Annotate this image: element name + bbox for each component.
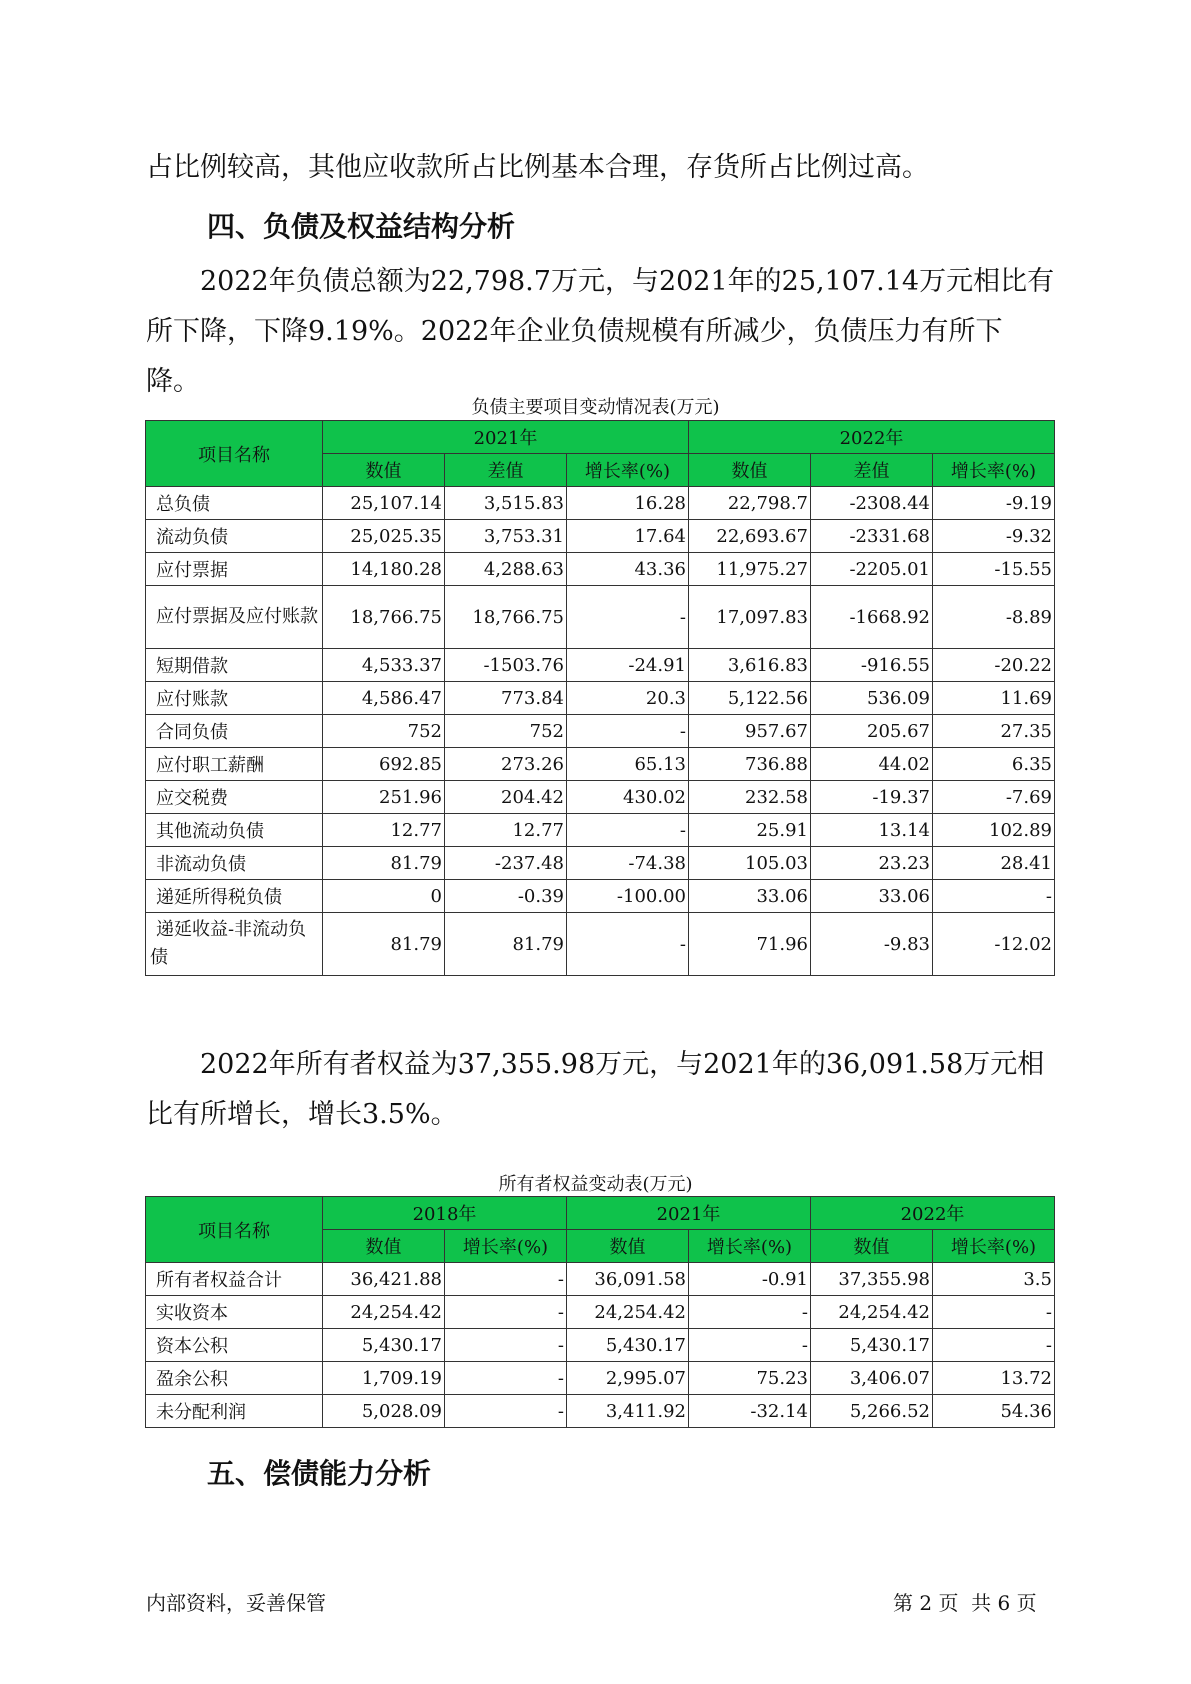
- table-row: [146, 649, 1055, 682]
- table-cell: 3,753.31: [445, 520, 567, 553]
- table-cell: 27.35: [933, 715, 1055, 748]
- table-cell: 773.84: [445, 682, 567, 715]
- table-cell: 81.79: [323, 847, 445, 880]
- table-subheader: 增长率(%): [445, 1230, 567, 1263]
- table-cell: 4,586.47: [323, 682, 445, 715]
- table-cell: -: [933, 1296, 1055, 1329]
- table-cell: -1668.92: [811, 586, 933, 649]
- table-cell: 25.91: [689, 814, 811, 847]
- table-header-item-name: 项目名称: [146, 421, 323, 487]
- table-cell: -2308.44: [811, 487, 933, 520]
- table-cell: 14,180.28: [323, 553, 445, 586]
- table-header-item-name: 项目名称: [146, 1197, 323, 1263]
- table-row: [146, 814, 1055, 847]
- table-subheader: 增长率(%): [567, 454, 689, 487]
- row-label: 递延收益-非流动负债: [146, 913, 323, 976]
- table-cell: -: [567, 715, 689, 748]
- table-cell: 205.67: [811, 715, 933, 748]
- table-cell: -15.55: [933, 553, 1055, 586]
- table-row: [146, 1362, 1055, 1395]
- table-row: [146, 682, 1055, 715]
- table-cell: 12.77: [323, 814, 445, 847]
- table-cell: 6.35: [933, 748, 1055, 781]
- table-cell: 105.03: [689, 847, 811, 880]
- table-cell: 5,430.17: [567, 1329, 689, 1362]
- intro-paragraph: 占比例较高，其他应收款所占比例基本合理，存货所占比例过高。: [146, 152, 929, 183]
- table-header-year: 2022年: [689, 421, 1055, 454]
- table-cell: 11.69: [933, 682, 1055, 715]
- row-label: 盈余公积: [146, 1362, 323, 1395]
- table-cell: 3.5: [933, 1263, 1055, 1296]
- table-cell: 0: [323, 880, 445, 913]
- table-cell: -: [689, 1329, 811, 1362]
- row-label: 其他流动负债: [146, 814, 323, 847]
- table-cell: -: [567, 586, 689, 649]
- table-cell: 3,411.92: [567, 1395, 689, 1428]
- table-cell: -12.02: [933, 913, 1055, 976]
- table-cell: 24,254.42: [323, 1296, 445, 1329]
- table-cell: 5,028.09: [323, 1395, 445, 1428]
- table-cell: -: [445, 1296, 567, 1329]
- row-label: 资本公积: [146, 1329, 323, 1362]
- table-cell: 71.96: [689, 913, 811, 976]
- table-cell: -2331.68: [811, 520, 933, 553]
- table-cell: 18,766.75: [323, 586, 445, 649]
- table-cell: -: [933, 880, 1055, 913]
- table-cell: -: [445, 1362, 567, 1395]
- table-subheader: 数值: [811, 1230, 933, 1263]
- table-cell: -32.14: [689, 1395, 811, 1428]
- table-row: [146, 1395, 1055, 1428]
- table-cell: -7.69: [933, 781, 1055, 814]
- table-cell: -9.83: [811, 913, 933, 976]
- table-cell: 18,766.75: [445, 586, 567, 649]
- table-cell: 33.06: [689, 880, 811, 913]
- table-cell: 23.23: [811, 847, 933, 880]
- table-cell: -916.55: [811, 649, 933, 682]
- table-cell: 24,254.42: [811, 1296, 933, 1329]
- table-cell: 54.36: [933, 1395, 1055, 1428]
- table-cell: 5,266.52: [811, 1395, 933, 1428]
- table-cell: -237.48: [445, 847, 567, 880]
- table-cell: 5,122.56: [689, 682, 811, 715]
- table-subheader: 差值: [811, 454, 933, 487]
- table-row: [146, 880, 1055, 913]
- table-cell: 692.85: [323, 748, 445, 781]
- table-cell: 251.96: [323, 781, 445, 814]
- table-cell: 37,355.98: [811, 1263, 933, 1296]
- table-row: [146, 586, 1055, 649]
- table-cell: -1503.76: [445, 649, 567, 682]
- table-cell: 81.79: [445, 913, 567, 976]
- table-cell: 11,975.27: [689, 553, 811, 586]
- liability-paragraph: 2022年负债总额为22,798.7万元，与2021年的25,107.14万元相比有所下降，下降9.19%。2022年企业负债规模有所减少，负债压力有所下降。: [146, 266, 1055, 397]
- table-cell: 36,091.58: [567, 1263, 689, 1296]
- table-cell: 20.3: [567, 682, 689, 715]
- row-label: 所有者权益合计: [146, 1263, 323, 1296]
- row-label: 实收资本: [146, 1296, 323, 1329]
- table-cell: 81.79: [323, 913, 445, 976]
- table-header-year: 2022年: [811, 1197, 1055, 1230]
- table-row: [146, 1263, 1055, 1296]
- table-cell: 957.67: [689, 715, 811, 748]
- table-cell: 17.64: [567, 520, 689, 553]
- table-row: [146, 520, 1055, 553]
- row-label: 非流动负债: [146, 847, 323, 880]
- table-cell: -2205.01: [811, 553, 933, 586]
- table-cell: 5,430.17: [323, 1329, 445, 1362]
- table-row: [146, 748, 1055, 781]
- table-subheader: 差值: [445, 454, 567, 487]
- table-cell: -0.91: [689, 1263, 811, 1296]
- table-cell: 22,798.7: [689, 487, 811, 520]
- table-cell: 12.77: [445, 814, 567, 847]
- table-subheader: 数值: [323, 1230, 445, 1263]
- table-cell: 4,533.37: [323, 649, 445, 682]
- table-row: [146, 847, 1055, 880]
- table-cell: -9.32: [933, 520, 1055, 553]
- section-5-heading: 五、偿债能力分析: [207, 1457, 432, 1490]
- row-label: 总负债: [146, 487, 323, 520]
- row-label: 未分配利润: [146, 1395, 323, 1428]
- row-label: 应付票据: [146, 553, 323, 586]
- table-row: [146, 1329, 1055, 1362]
- row-label: 应交税费: [146, 781, 323, 814]
- table-cell: 3,515.83: [445, 487, 567, 520]
- table-cell: -: [445, 1263, 567, 1296]
- table-subheader: 增长率(%): [933, 454, 1055, 487]
- table-cell: 13.72: [933, 1362, 1055, 1395]
- row-label: 流动负债: [146, 520, 323, 553]
- table-cell: -20.22: [933, 649, 1055, 682]
- table-cell: 44.02: [811, 748, 933, 781]
- table-row: [146, 487, 1055, 520]
- table-cell: 3,616.83: [689, 649, 811, 682]
- liability-table-body: [146, 487, 1055, 976]
- equity-table-caption: 所有者权益变动表(万元): [498, 1174, 693, 1195]
- table-row: [146, 781, 1055, 814]
- table-cell: -: [445, 1329, 567, 1362]
- table-cell: 17,097.83: [689, 586, 811, 649]
- table-cell: 430.02: [567, 781, 689, 814]
- table-cell: 4,288.63: [445, 553, 567, 586]
- table-subheader: 数值: [323, 454, 445, 487]
- equity-paragraph: 2022年所有者权益为37,355.98万元，与2021年的36,091.58万元相比有所增长，增长3.5%。: [146, 1049, 1045, 1130]
- table-cell: 25,107.14: [323, 487, 445, 520]
- table-subheader: 增长率(%): [689, 1230, 811, 1263]
- footer-confidential-note: 内部资料，妥善保管: [146, 1591, 326, 1615]
- row-label: 递延所得税负债: [146, 880, 323, 913]
- table-cell: 16.28: [567, 487, 689, 520]
- table-cell: 43.36: [567, 553, 689, 586]
- table-cell: 22,693.67: [689, 520, 811, 553]
- table-row: [146, 1296, 1055, 1329]
- table-cell: -: [567, 814, 689, 847]
- table-header-year: 2021年: [323, 421, 689, 454]
- table-cell: -100.00: [567, 880, 689, 913]
- table-cell: 752: [323, 715, 445, 748]
- table-cell: 232.58: [689, 781, 811, 814]
- footer-page-number: 第 2 页 共 6 页: [893, 1591, 1037, 1615]
- table-subheader: 增长率(%): [933, 1230, 1055, 1263]
- table-cell: 102.89: [933, 814, 1055, 847]
- liability-table-caption: 负债主要项目变动情况表(万元): [471, 397, 720, 418]
- table-cell: 75.23: [689, 1362, 811, 1395]
- liability-table: [145, 420, 1055, 976]
- row-label: 应付职工薪酬: [146, 748, 323, 781]
- table-header-year: 2021年: [567, 1197, 811, 1230]
- table-cell: 736.88: [689, 748, 811, 781]
- table-cell: 536.09: [811, 682, 933, 715]
- table-cell: -19.37: [811, 781, 933, 814]
- table-cell: 13.14: [811, 814, 933, 847]
- table-cell: 204.42: [445, 781, 567, 814]
- table-cell: -: [445, 1395, 567, 1428]
- table-cell: -24.91: [567, 649, 689, 682]
- table-cell: 65.13: [567, 748, 689, 781]
- table-cell: -: [567, 913, 689, 976]
- equity-table-body: [146, 1263, 1055, 1428]
- table-cell: 33.06: [811, 880, 933, 913]
- table-row: [146, 553, 1055, 586]
- table-cell: 273.26: [445, 748, 567, 781]
- table-cell: -0.39: [445, 880, 567, 913]
- table-row: [146, 715, 1055, 748]
- row-label: 应付账款: [146, 682, 323, 715]
- table-cell: -9.19: [933, 487, 1055, 520]
- row-label: 短期借款: [146, 649, 323, 682]
- table-cell: 24,254.42: [567, 1296, 689, 1329]
- table-cell: 25,025.35: [323, 520, 445, 553]
- table-cell: -: [689, 1296, 811, 1329]
- table-cell: 2,995.07: [567, 1362, 689, 1395]
- table-cell: 752: [445, 715, 567, 748]
- table-cell: -: [933, 1329, 1055, 1362]
- table-subheader: 数值: [567, 1230, 689, 1263]
- table-cell: 36,421.88: [323, 1263, 445, 1296]
- table-subheader: 数值: [689, 454, 811, 487]
- table-cell: -74.38: [567, 847, 689, 880]
- section-4-heading: 四、负债及权益结构分析: [207, 210, 516, 243]
- table-cell: 3,406.07: [811, 1362, 933, 1395]
- table-header-year: 2018年: [323, 1197, 567, 1230]
- table-cell: 28.41: [933, 847, 1055, 880]
- table-cell: -8.89: [933, 586, 1055, 649]
- equity-table: [145, 1196, 1055, 1428]
- row-label: 应付票据及应付账款: [146, 586, 323, 649]
- table-row: [146, 913, 1055, 976]
- table-cell: 1,709.19: [323, 1362, 445, 1395]
- row-label: 合同负债: [146, 715, 323, 748]
- table-cell: 5,430.17: [811, 1329, 933, 1362]
